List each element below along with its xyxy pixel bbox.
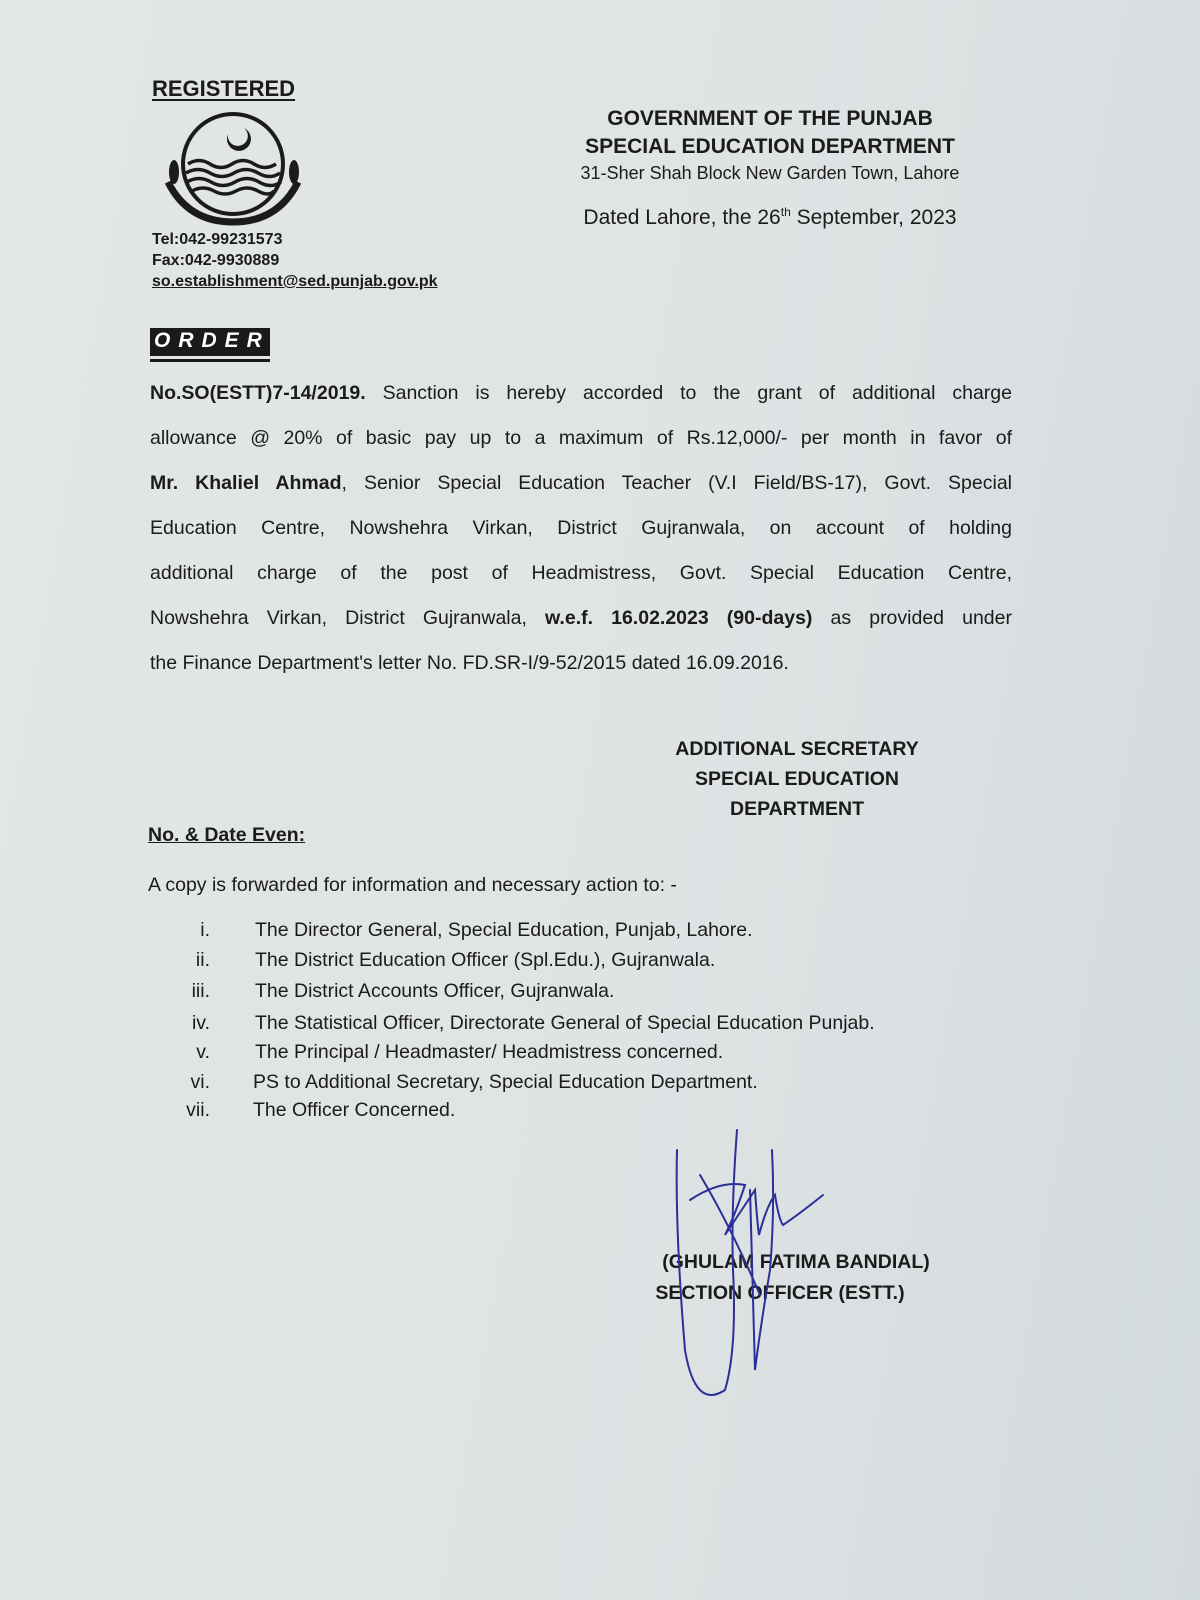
- order-paragraph: [150, 380, 1012, 695]
- copy-intro: A copy is forwarded for information and necessary action to: -: [148, 874, 677, 896]
- list-item: PS to Additional Secretary, Special Education Department.: [253, 1071, 758, 1093]
- fax: Fax:042-9930889: [152, 252, 280, 269]
- list-item: The Statistical Officer, Directorate General of Special Education Punjab.: [255, 1012, 875, 1034]
- text: Nowshehra Virkan, District Gujranwala,: [150, 607, 545, 629]
- signatory-title: SECTION OFFICER (ESTT.): [655, 1282, 905, 1304]
- authority-line: SPECIAL EDUCATION: [694, 768, 900, 790]
- item-number: i.: [200, 919, 210, 941]
- date-superscript: th: [780, 205, 791, 219]
- effective-date: w.e.f. 16.02.2023 (90-days): [544, 607, 813, 629]
- item-number: iv.: [191, 1012, 210, 1034]
- government-heading: GOVERNMENT OF THE PUNJAB: [607, 107, 933, 130]
- text: the Finance Department's letter No. FD.SR-I/9-52/2015 dated 16.09.2016.: [150, 652, 789, 674]
- list-item: The Director General, Special Education, Punjab, Lahore.: [255, 919, 753, 941]
- item-number: v.: [196, 1041, 210, 1063]
- officer-name: Mr. Khaliel Ahmad: [150, 472, 342, 494]
- item-number: ii.: [195, 949, 210, 971]
- text: additional charge of the post of Headmistress, Govt. Special Education Centre,: [150, 562, 1012, 584]
- text: Education Centre, Nowshehra Virkan, District Gujranwala, on account of holding: [150, 517, 1012, 539]
- address: 31-Sher Shah Block New Garden Town, Lahore: [580, 163, 960, 183]
- punjab-government-logo: [160, 112, 310, 227]
- authority-line: ADDITIONAL SECRETARY: [675, 738, 919, 760]
- paragraph-line: [150, 650, 1012, 695]
- registered-label: REGISTERED: [152, 76, 296, 101]
- signatory-name: (GHULAM FATIMA BANDIAL): [662, 1251, 930, 1273]
- date-line: [550, 205, 990, 230]
- text: allowance @ 20% of basic pay up to a maximum of Rs.12,000/- per month in favor of: [150, 427, 1012, 449]
- department-heading: SPECIAL EDUCATION DEPARTMENT: [585, 135, 955, 158]
- list-item: The Officer Concerned.: [253, 1099, 456, 1121]
- paragraph-line: [150, 560, 1012, 605]
- copy-heading: No. & Date Even:: [148, 824, 306, 846]
- list-item: The District Education Officer (Spl.Edu.), Gujranwala.: [255, 949, 716, 971]
- text: as provided under: [812, 607, 1012, 629]
- email-link[interactable]: so.establishment@sed.punjab.gov.pk: [152, 273, 438, 290]
- paragraph-line: [150, 470, 1012, 515]
- telephone: Tel:042-99231573: [152, 231, 283, 248]
- order-heading: ORDER: [150, 328, 270, 359]
- date-text-suffix: September, 2023: [790, 206, 957, 229]
- list-item: The Principal / Headmaster/ Headmistress concerned.: [255, 1041, 724, 1063]
- item-number: vii.: [186, 1099, 210, 1121]
- text: , Senior Special Education Teacher (V.I Field/BS-17), Govt. Special: [341, 472, 1013, 494]
- item-number: vi.: [190, 1071, 210, 1093]
- paragraph-line: [150, 605, 1012, 650]
- text: Sanction is hereby accorded to the grant of additional charge: [365, 382, 1012, 404]
- handwritten-signature: [660, 1120, 860, 1410]
- paragraph-line: [150, 515, 1012, 560]
- list-item: The District Accounts Officer, Gujranwala.: [255, 980, 615, 1002]
- item-number: iii.: [191, 980, 210, 1002]
- paragraph-line: [150, 380, 1012, 425]
- order-number: No.SO(ESTT)7-14/2019.: [150, 382, 366, 404]
- authority-line: DEPARTMENT: [730, 798, 864, 820]
- paragraph-line: [150, 425, 1012, 470]
- date-text: Dated Lahore, the 26: [583, 206, 781, 229]
